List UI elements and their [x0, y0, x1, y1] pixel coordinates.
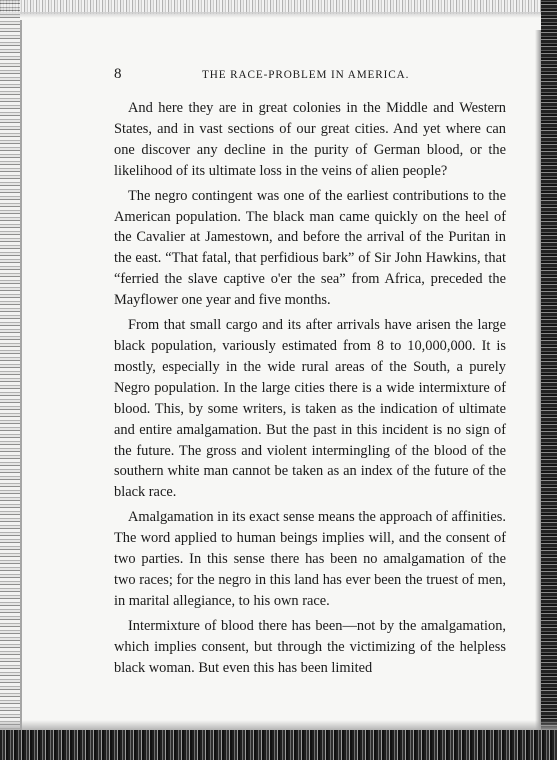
page-number: 8 [114, 66, 122, 82]
scan-right-edge [541, 0, 557, 760]
running-title: THE RACE-PROBLEM IN AMERICA. [202, 69, 410, 81]
book-page [114, 66, 506, 682]
scan-top-shadow [0, 12, 557, 18]
paragraph-german-colonies: And here they are in great colonies in the Middle and Western States, and in vast sections of our great cities. And yet where can one discover any decline in the purity of German blood, or the likelihood of its ultimate loss in the veins of alien people? [114, 100, 506, 179]
scan-right-shadow [535, 30, 541, 730]
paragraph-amalgamation: Amalgamation in its exact sense means the approach of affinities. The word applied to human beings implies will, and the consent of two parties. In this sense there has been no amalgamation of the two races; for the negro in this land has ever been the truest of men, in marital allegiance, to his own race. [114, 509, 506, 609]
scan-bottom-edge [0, 730, 557, 760]
scan-left-gutter-line [20, 20, 22, 730]
paragraph-black-population: From that small cargo and its after arrivals have arisen the large black population, variously estimated from 8 to 10,000,000. It is mostly, especially in the wide rural areas of the South, a purely Negro population. In the large cities there is a wide intermixture of blood. This, by some writers, is taken as the indication of ultimate and entire amalgamation. But the past in this incident is no sign of the future. The gross and violent intermingling of the blood of the southern white man cannot be taken as an index of the future of the black race. [114, 317, 506, 501]
body-text [114, 98, 506, 678]
scan-left-edge [0, 0, 20, 760]
running-head [114, 66, 506, 88]
paragraph-intermixture: Intermixture of blood there has been—not by the amalgamation, which implies consent, but through the victimizing of the helpless black woman. But even this has been limited [114, 617, 506, 676]
paragraph-negro-contingent: The negro contingent was one of the earliest contributions to the American population. The black man came quickly on the heel of the Cavalier at Jamestown, and before the arrival of the Puritan in the east. “That fatal, that perfidious bark” of Sir John Hawkins, that “ferried the slave captive o'er the sea” from Africa, preceded the Mayflower one year and five months. [114, 187, 506, 309]
